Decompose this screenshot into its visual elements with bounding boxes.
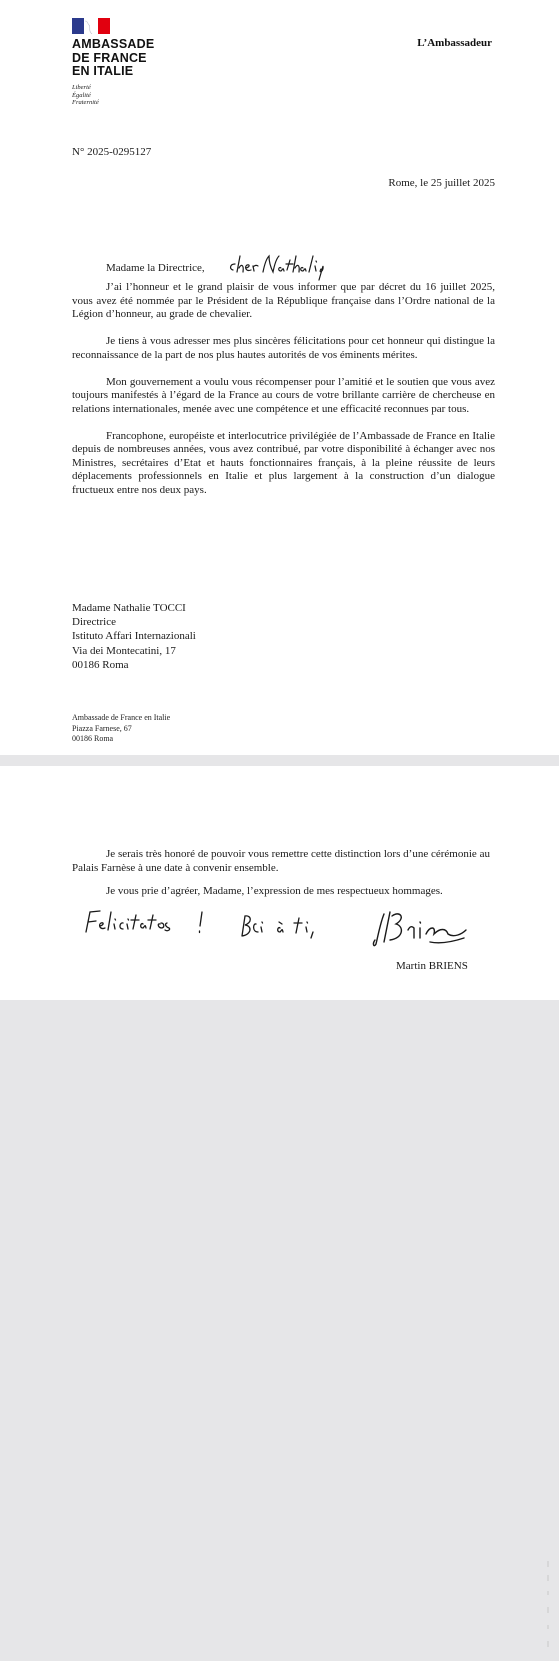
motto-line: Fraternité [72,99,99,106]
address-line: Madame Nathalie TOCCI [72,602,186,614]
motto-line: Égalité [72,91,91,99]
footer-line: Ambassade de France en Italie [72,713,171,722]
closing-paragraph: Je serais très honoré de pouvoir vous remettre cette distinction lors d’une cérémonie au Palais Farnèse à une date à convenir ensemble. [72,848,490,874]
address-line: 00186 Roma [72,658,129,671]
embassy-footer-address [72,713,170,745]
address-line: Directrice [72,616,116,629]
republic-motto [72,84,99,107]
embassy-name-line: EN ITALIE [72,64,134,78]
body-paragraph: Mon gouvernement a voulu vous récompenser pour l’amitié et le soutien que vous avez toujours manifestés à l’égard de la France au cours de votre brillante carrière de chercheuse en relations internationales, menée avec une compétence et une efficacité reconnues par tous. [72,375,495,415]
address-line: Istituto Affari Internazionali [72,630,196,643]
ambassador-signature [370,904,470,949]
body-paragraph: Je tiens à vous adresser mes plus sincères félicitations pour cet honneur qui distingue la reconnaissance de la part de nos plus hautes autorités de vos éminents mérites. [72,335,495,361]
signer-name: Martin BRIENS [396,960,468,972]
handwritten-congratulations [80,908,230,940]
embassy-name [72,38,154,79]
address-line: Via dei Montecatini, 17 [72,644,176,657]
marianne-logo-icon [72,18,110,34]
handwritten-bisous [236,912,326,942]
footer-line: 00186 Roma [72,734,114,743]
footer-line: Piazza Farnese, 67 [72,723,132,733]
date-line: Rome, le 25 juillet 2025 [388,177,495,189]
handwritten-salutation [227,252,327,282]
embassy-name-line: AMBASSADE [72,37,155,51]
embassy-name-line: DE FRANCE [72,50,147,65]
closing-paragraph: Je vous prie d’agréer, Madame, l’expression de mes respectueux hommages. [106,885,443,897]
reference-number: N° 2025-0295127 [72,146,152,158]
letter-body [72,281,495,511]
closing-text [72,848,490,909]
recipient-address [72,601,196,672]
motto-line: Liberté [72,84,91,91]
body-paragraph: J’ai l’honneur et le grand plaisir de vous informer que par décret du 16 juillet 2025, vous avez été nommée par le Président de la République française dans l’Ordre national de la Légion d’honneur, au grade de chevalier. [72,281,495,320]
ambassador-title: L’Ambassadeur [417,37,492,49]
letter-page-1 [0,0,559,755]
salutation: Madame la Directrice, [106,262,205,274]
scan-edge-marks [546,1561,550,1661]
body-paragraph: Francophone, européiste et interlocutrice privilégiée de l’Ambassade de France en Italie depuis de nombreuses années, vous avez contribué, par votre disponibilité à échanger avec nos Ministres, secrétaires d’Etat et hauts fonctionnaires français, à la pleine réussite de leurs déplacements professionnels en Italie et plus largement à la construction d’un dialogue fructueux entre nos deux pays. [72,429,495,496]
